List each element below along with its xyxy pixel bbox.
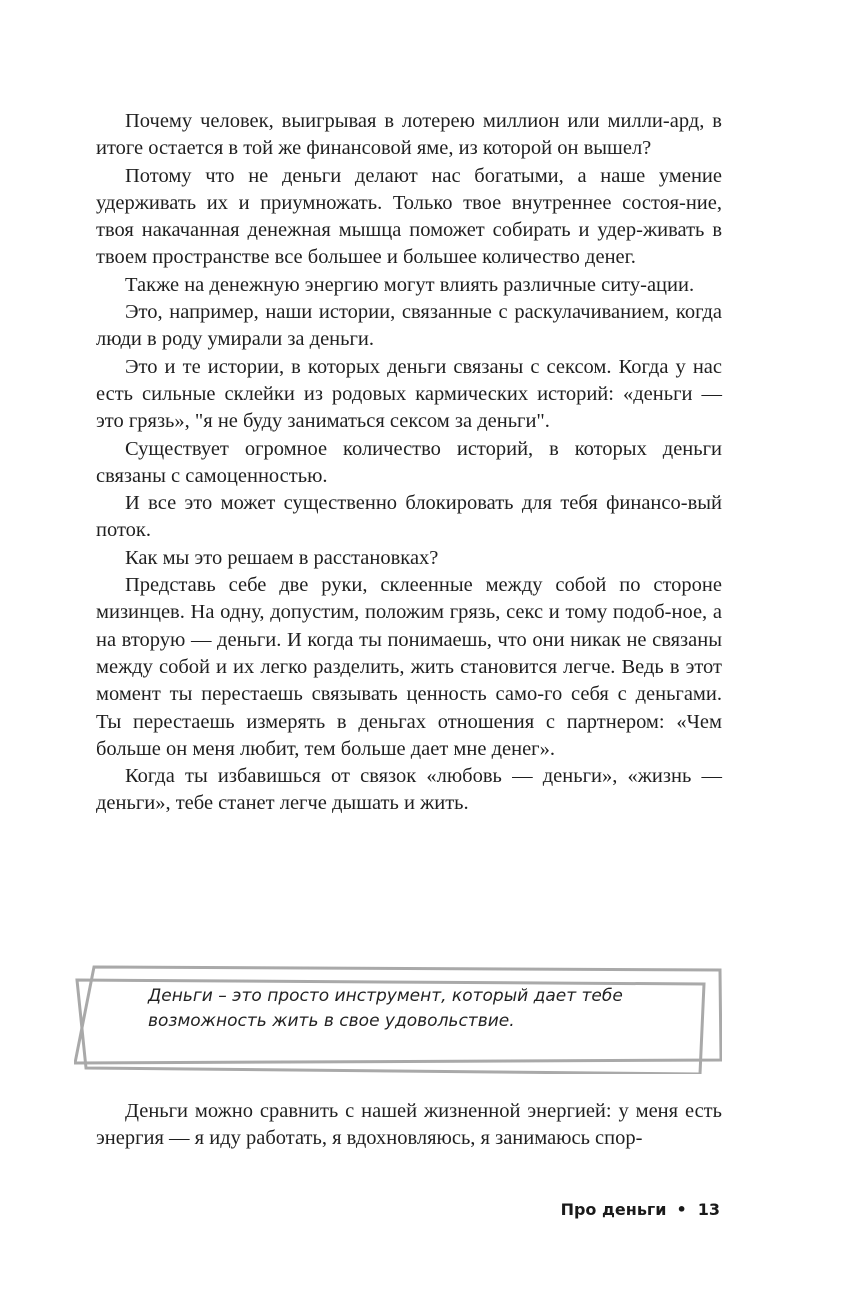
paragraph: Когда ты избавишься от связок «любовь — деньги», «жизнь — деньги», тебе станет легче дышать и жить. xyxy=(96,765,722,815)
paragraph: Как мы это решаем в расстановках? xyxy=(125,546,439,569)
paragraph: Существует огромное количество историй, в которых деньги связаны с самоценностью. xyxy=(96,437,722,487)
bullet-separator: • xyxy=(676,1200,687,1219)
body-text xyxy=(96,108,722,818)
paragraph: Деньги можно сравнить с нашей жизненной энергией: у меня есть энергия — я иду работать, я вдохновляюсь, я занимаюсь спор- xyxy=(96,1100,722,1150)
paragraph: Представь себе две руки, склеенные между собой по стороне мизинцев. На одну, допустим, положим грязь, секс и тому подоб-ное, а на вторую — деньги. И когда ты понимаешь, что они никак не связаны между собой и их легко разделить, жить становится легче. Ведь в этот момент ты перестаешь связывать ценность само-го себя с деньгами. Ты перестаешь измерять в деньгах отношения с партнером: «Чем больше он меня любит, тем больше дает мне денег». xyxy=(96,574,722,760)
paragraph: Потому что не деньги делают нас богатыми, а наше умение удерживать их и приумножать. Только твое внутреннее состоя-ние, твоя накачанная денежная мышца поможет собирать и удер-живать в твоем пространстве все большее и большее количество денег. xyxy=(96,164,722,269)
page-footer xyxy=(561,1200,720,1219)
quote-text: Деньги – это просто инструмент, который дает тебе возможность жить в свое удовольствие. xyxy=(148,986,623,1031)
paragraph: И все это может существенно блокировать для тебя финансо-вый поток. xyxy=(96,492,722,542)
paragraph: Также на денежную энергию могут влиять различные ситу-ации. xyxy=(125,273,695,296)
running-title: Про деньги xyxy=(560,1200,667,1219)
page-number: 13 xyxy=(697,1200,720,1219)
paragraph: Почему человек, выигрывая в лотерею миллион или милли-ард, в итоге остается в той же финансовой яме, из которой он вышел? xyxy=(96,110,722,160)
paragraph: Это, например, наши истории, связанные с раскулачиванием, когда люди в роду умирали за деньги. xyxy=(96,301,722,351)
body-text-continued xyxy=(96,1098,722,1153)
quote-box xyxy=(74,964,722,1074)
paragraph: Это и те истории, в которых деньги связаны с сексом. Когда у нас есть сильные склейки из родовых кармических историй: «деньги — это грязь», "я не буду заниматься сексом за деньги". xyxy=(96,355,722,433)
